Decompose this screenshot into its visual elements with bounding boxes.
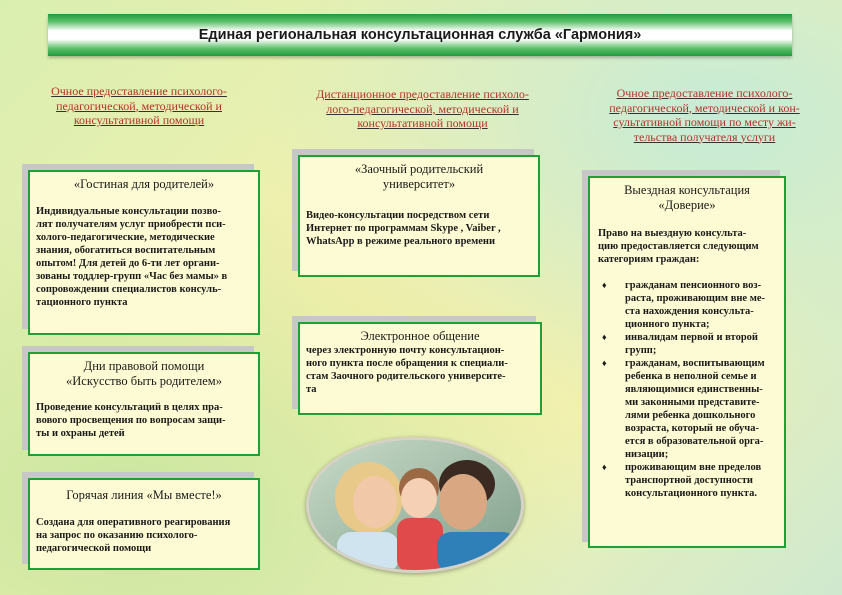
card-vyezdnaya	[588, 176, 786, 548]
child-face	[401, 478, 437, 518]
column-heading-distance: Дистанционное предоставление психоло- лого-педагогической, методической и консультативной помощи	[316, 87, 529, 130]
column-heading-vyezd: Очное предоставление психолого- педагогической, методической и кон- сультативной помощи по месту жи- тельства получателя услуги	[609, 86, 800, 144]
list-item: ♦ гражданам, воспитывающим ребенка в неполной семье и являющимися единственны- ми законными представите- лями ребенка дошкольного возраста, который не обуча- ется в образовательной орга- низации;	[602, 358, 765, 460]
card-pravovaya	[28, 352, 260, 456]
mother-shirt	[337, 532, 399, 570]
card-zaochny	[298, 155, 540, 277]
card-title: Дни правовой помощи «Искусство быть родителем»	[66, 359, 222, 388]
card-body: через электронную почту консультацион- ного пункта после обращения к специали- стам Заочного родительского университе- та	[306, 345, 508, 395]
child-shirt	[397, 518, 443, 570]
diamond-bullet-icon: ♦	[602, 332, 607, 342]
card-body: Создана для оперативного реагирования на запрос по оказанию психолого- педагогической помощи	[36, 517, 231, 554]
mother-face	[353, 476, 397, 528]
card-intro: Право на выездную консульта- цию предоставляется следующим категориям граждан:	[598, 228, 759, 265]
card-goryachaya	[28, 478, 260, 570]
card-title: Горячая линия «Мы вместе!»	[66, 488, 222, 502]
card-body: Проведение консультаций в целях пра- вового просвещения по вопросам защи- ты и охраны детей	[36, 402, 226, 439]
column-heading-ochnoe: Очное предоставление психолого- педагогической, методической и консультативной помощи	[51, 84, 227, 127]
list-item: ♦ инвалидам первой и второй групп;	[602, 332, 758, 356]
list-item: ♦ проживающим вне пределов транспортной доступности консультационного пункта.	[602, 462, 762, 499]
card-body: Индивидуальные консультации позво- лят получателям услуг приобрести пси- холого-педагогические, методические знания, обогатиться воспитательным опытом! Для детей до 6-ти лет органи- зованы тоддлер-групп «Час без мамы» в сопровождении специалистов консуль- тационного пункта	[36, 206, 228, 308]
diamond-bullet-icon: ♦	[602, 358, 607, 368]
diamond-bullet-icon: ♦	[602, 462, 607, 472]
card-title: «Заочный родительский университет»	[354, 162, 484, 191]
eligibility-list	[598, 279, 776, 500]
card-title: Электронное общение	[360, 329, 480, 343]
card-elektronnoe	[298, 322, 542, 415]
title-banner	[48, 14, 792, 56]
card-title: Выездная консультация «Доверие»	[624, 183, 750, 212]
list-item: ♦ гражданам пенсионного воз- раста, проживающим вне ме- ста нахождения консульта- ционного пункта;	[602, 280, 766, 330]
page-title: Единая региональная консультационная служба «Гармония»	[198, 27, 642, 43]
father-face	[439, 474, 487, 530]
card-title: «Гостиная для родителей»	[73, 177, 215, 191]
card-body: Видео-консультации посредством сети Интернет по программам Skype , Vaiber , WhatsApp в режиме реального времени	[306, 210, 501, 247]
card-gostinaya	[28, 170, 260, 335]
father-shirt	[437, 532, 517, 570]
family-illustration	[309, 440, 521, 570]
diamond-bullet-icon: ♦	[602, 280, 607, 290]
family-photo	[306, 437, 524, 573]
